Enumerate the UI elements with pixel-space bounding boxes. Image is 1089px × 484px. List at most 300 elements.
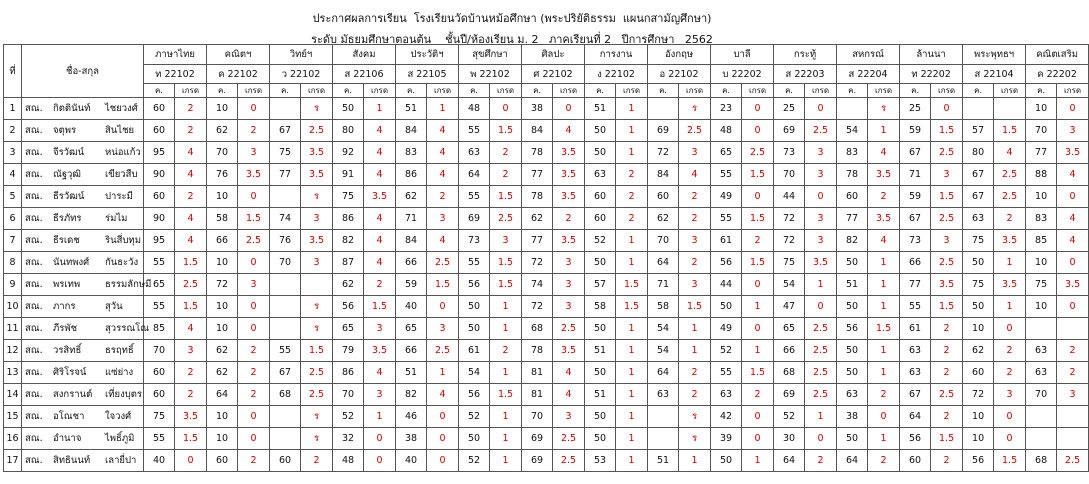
row-number: 7 <box>4 230 22 252</box>
grade-cell: 1 <box>616 340 648 362</box>
name-prefix: สณ. <box>25 257 43 268</box>
grade-cell: 3 <box>553 274 585 296</box>
row-number: 6 <box>4 208 22 230</box>
grade-cell: 2.5 <box>931 252 963 274</box>
student-name <box>22 208 144 230</box>
first-name: กิตตินันท์ <box>53 103 91 114</box>
grade-cell: 0 <box>238 318 270 340</box>
grade-cell: 2.5 <box>679 120 711 142</box>
last-name: แซ่ย่าง <box>105 367 134 378</box>
subject-name-header: พระพุทธฯ <box>963 45 1026 65</box>
score-cell: 83 <box>837 142 868 164</box>
score-cell: 73 <box>900 230 931 252</box>
score-cell: 10 <box>207 318 238 340</box>
row-number: 10 <box>4 296 22 318</box>
grade-cell: 3.5 <box>1057 142 1089 164</box>
grade-cell: 3.5 <box>364 340 396 362</box>
last-name: ธรฤทธิ์ <box>105 345 134 356</box>
score-cell: 55 <box>459 120 490 142</box>
grade-col-header: เกรด <box>1057 84 1089 98</box>
grade-cell: 4 <box>364 120 396 142</box>
score-cell: 55 <box>144 296 175 318</box>
grade-cell: ร <box>679 428 711 450</box>
grade-cell: 1 <box>490 428 522 450</box>
table-row <box>4 142 1089 164</box>
grade-cell: 1 <box>868 362 900 384</box>
grade-cell: 1.5 <box>931 296 963 318</box>
score-cell: 55 <box>711 362 742 384</box>
grade-cell: 0 <box>238 296 270 318</box>
score-cell: 38 <box>522 98 553 120</box>
grade-cell: 2.5 <box>994 186 1026 208</box>
grade-cell: 3 <box>301 208 333 230</box>
student-name <box>22 230 144 252</box>
grade-cell: ร <box>301 428 333 450</box>
subject-code-header: ท 22202 <box>900 65 963 84</box>
student-name <box>22 164 144 186</box>
grade-col-header: เกรด <box>301 84 333 98</box>
student-name <box>22 120 144 142</box>
score-cell: 68 <box>522 318 553 340</box>
grade-cell: 4 <box>553 362 585 384</box>
grade-cell: 3 <box>1057 384 1089 406</box>
grade-cell: 1.5 <box>490 186 522 208</box>
subject-name-header: ศิลปะ <box>522 45 585 65</box>
grade-cell: 1 <box>490 296 522 318</box>
score-cell: 60 <box>585 186 616 208</box>
grade-cell: 2 <box>679 384 711 406</box>
score-cell: 62 <box>207 362 238 384</box>
name-prefix: สณ. <box>25 455 43 466</box>
last-name: กันธะวัง <box>105 257 139 268</box>
score-cell: 50 <box>585 252 616 274</box>
score-col-header: ค. <box>396 84 427 98</box>
student-name <box>22 318 150 340</box>
score-cell <box>837 98 868 120</box>
grade-cell: 2 <box>868 186 900 208</box>
grade-cell: 1.5 <box>742 252 774 274</box>
score-cell: 75 <box>270 142 301 164</box>
score-cell: 62 <box>963 340 994 362</box>
grade-col-header: เกรด <box>553 84 585 98</box>
score-cell: 60 <box>837 186 868 208</box>
grade-cell: ร <box>301 406 333 428</box>
grade-cell: 0 <box>175 450 207 472</box>
grade-cell: 1.5 <box>301 340 333 362</box>
grade-cell: 0 <box>553 98 585 120</box>
score-cell: 77 <box>522 164 553 186</box>
score-cell: 52 <box>585 230 616 252</box>
name-prefix: สณ. <box>25 147 43 158</box>
grade-cell: 4 <box>364 164 396 186</box>
first-name: นันทพงศ์ <box>53 257 90 268</box>
subject-name-header: บาลี <box>711 45 774 65</box>
grade-col-header: เกรด <box>364 84 396 98</box>
score-cell: 84 <box>522 120 553 142</box>
grade-cell: 3.5 <box>301 230 333 252</box>
grade-cell: 0 <box>742 274 774 296</box>
grade-cell: 2.5 <box>301 362 333 384</box>
grade-cell: 1.5 <box>616 274 648 296</box>
score-cell: 76 <box>270 230 301 252</box>
grade-cell: 1.5 <box>175 428 207 450</box>
grade-cell: 4 <box>868 230 900 252</box>
grade-cell: 0 <box>742 98 774 120</box>
grade-cell: 4 <box>1057 230 1089 252</box>
score-cell: 32 <box>333 428 364 450</box>
grade-cell: 4 <box>1057 208 1089 230</box>
score-cell: 59 <box>396 274 427 296</box>
name-prefix: สณ. <box>25 301 43 312</box>
score-cell: 57 <box>963 120 994 142</box>
score-cell <box>1026 406 1057 428</box>
grade-cell: ร <box>868 98 900 120</box>
subject-name-header: ประวัติฯ <box>396 45 459 65</box>
score-cell: 63 <box>1026 362 1057 384</box>
grade-cell: 2 <box>742 384 774 406</box>
score-cell: 10 <box>1026 98 1057 120</box>
student-name <box>22 362 144 384</box>
score-cell: 73 <box>774 142 805 164</box>
grade-cell: 1.5 <box>616 296 648 318</box>
score-cell: 56 <box>459 384 490 406</box>
grade-cell: 1 <box>616 318 648 340</box>
grade-cell: 2.5 <box>931 208 963 230</box>
score-col-header: ค. <box>1026 84 1057 98</box>
grade-col-header: เกรด <box>427 84 459 98</box>
score-cell: 88 <box>1026 164 1057 186</box>
grade-cell: 0 <box>742 186 774 208</box>
grade-cell: 1.5 <box>238 208 270 230</box>
score-cell: 80 <box>333 120 364 142</box>
grade-cell <box>1057 406 1089 428</box>
score-cell: 63 <box>900 340 931 362</box>
grade-cell: 2.5 <box>553 318 585 340</box>
score-col-header: ค. <box>459 84 490 98</box>
score-cell: 90 <box>144 164 175 186</box>
grade-col-header: เกรด <box>931 84 963 98</box>
grade-cell: ร <box>301 98 333 120</box>
score-cell: 95 <box>144 230 175 252</box>
score-cell: 70 <box>207 142 238 164</box>
subject-code-header: ว 22102 <box>270 65 333 84</box>
subject-name-header: กระทู้ <box>774 45 837 65</box>
score-cell: 51 <box>396 98 427 120</box>
score-cell: 23 <box>711 98 742 120</box>
grade-cell: 1.5 <box>175 296 207 318</box>
grade-cell: 2 <box>175 120 207 142</box>
grade-cell: 0 <box>742 406 774 428</box>
score-cell: 48 <box>711 120 742 142</box>
score-cell: 55 <box>270 340 301 362</box>
score-cell: 75 <box>963 274 994 296</box>
score-cell: 38 <box>396 428 427 450</box>
first-name: ธีรวัฒน์ <box>53 191 85 202</box>
score-cell: 60 <box>900 450 931 472</box>
grade-cell: 1 <box>868 340 900 362</box>
score-cell: 74 <box>522 274 553 296</box>
score-cell: 60 <box>144 384 175 406</box>
grade-cell: 2.5 <box>931 384 963 406</box>
score-cell: 68 <box>1026 450 1057 472</box>
name-prefix: สณ. <box>25 345 43 356</box>
score-cell: 67 <box>900 142 931 164</box>
score-cell: 62 <box>207 120 238 142</box>
score-cell: 63 <box>711 384 742 406</box>
grade-cell: 1.5 <box>931 120 963 142</box>
grade-cell: 1 <box>805 274 837 296</box>
grade-cell: 0 <box>805 296 837 318</box>
score-cell: 60 <box>648 186 679 208</box>
first-name: ธีรเดช <box>53 235 80 246</box>
first-name: ณัฐวุฒิ <box>53 169 81 180</box>
grade-cell: 2.5 <box>553 428 585 450</box>
grade-cell: 4 <box>364 142 396 164</box>
score-cell: 70 <box>774 164 805 186</box>
grade-cell: 1 <box>616 428 648 450</box>
subject-name-header: คณิตเสริม <box>1026 45 1089 65</box>
score-cell: 65 <box>333 318 364 340</box>
grade-cell: 4 <box>364 252 396 274</box>
subject-name-header: สังคม <box>333 45 396 65</box>
grade-cell: 1 <box>742 450 774 472</box>
score-col-header: ค. <box>963 84 994 98</box>
grade-cell: 1 <box>616 362 648 384</box>
score-cell: 57 <box>585 274 616 296</box>
score-cell: 66 <box>396 340 427 362</box>
score-cell: 66 <box>774 340 805 362</box>
score-cell: 50 <box>837 252 868 274</box>
grade-cell: 4 <box>427 384 459 406</box>
table-row <box>4 296 1089 318</box>
score-cell: 76 <box>207 164 238 186</box>
score-cell: 77 <box>270 164 301 186</box>
score-cell: 50 <box>585 120 616 142</box>
score-cell: 60 <box>963 362 994 384</box>
score-cell: 59 <box>900 120 931 142</box>
row-number: 3 <box>4 142 22 164</box>
score-cell: 10 <box>207 186 238 208</box>
score-cell: 66 <box>396 252 427 274</box>
last-name: ไชยวงศ์ <box>105 103 138 114</box>
grade-cell: 4 <box>364 208 396 230</box>
grade-cell: 3.5 <box>994 274 1026 296</box>
score-cell: 64 <box>207 384 238 406</box>
grade-cell: 2.5 <box>1057 450 1089 472</box>
grade-col-header: เกรด <box>994 84 1026 98</box>
score-cell: 64 <box>774 450 805 472</box>
grade-cell: 1.5 <box>679 296 711 318</box>
score-cell: 63 <box>459 142 490 164</box>
grade-cell: 3 <box>553 406 585 428</box>
row-number: 16 <box>4 428 22 450</box>
score-cell: 62 <box>333 274 364 296</box>
score-cell: 50 <box>711 296 742 318</box>
score-cell: 44 <box>774 186 805 208</box>
grade-cell: 2.5 <box>805 362 837 384</box>
grade-cell: 1 <box>490 406 522 428</box>
score-cell: 40 <box>396 296 427 318</box>
grade-cell: 1 <box>868 274 900 296</box>
score-cell <box>270 296 301 318</box>
grade-cell: 2.5 <box>805 340 837 362</box>
grade-cell: 4 <box>175 164 207 186</box>
first-name: วรสิทธิ์ <box>53 345 82 356</box>
grade-cell: 1 <box>490 450 522 472</box>
score-cell: 47 <box>774 296 805 318</box>
grade-cell: 0 <box>994 318 1026 340</box>
last-name: ปาระมี <box>105 191 133 202</box>
grade-cell: 3.5 <box>553 186 585 208</box>
row-number: 13 <box>4 362 22 384</box>
grade-cell: 4 <box>868 142 900 164</box>
grade-cell: 1.5 <box>490 252 522 274</box>
score-col-header: ค. <box>900 84 931 98</box>
grade-cell: 1.5 <box>742 164 774 186</box>
score-cell: 69 <box>522 450 553 472</box>
grade-cell: 1 <box>616 384 648 406</box>
score-cell: 67 <box>270 120 301 142</box>
first-name: พรเทพ <box>53 279 81 290</box>
grade-cell: 1.5 <box>427 274 459 296</box>
grade-cell <box>994 98 1026 120</box>
name-prefix: สณ. <box>25 389 43 400</box>
score-cell: 50 <box>459 428 490 450</box>
grade-cell: 0 <box>994 406 1026 428</box>
score-cell: 55 <box>459 186 490 208</box>
grade-cell: 2 <box>931 450 963 472</box>
grade-cell: 2 <box>490 340 522 362</box>
score-cell <box>270 318 301 340</box>
student-name <box>22 450 144 472</box>
grade-cell: 3 <box>364 384 396 406</box>
score-col-header: ค. <box>270 84 301 98</box>
grade-cell: 2 <box>1057 340 1089 362</box>
score-cell: 72 <box>207 274 238 296</box>
last-name: เขียวสืบ <box>105 169 138 180</box>
grade-cell: 4 <box>994 142 1026 164</box>
score-cell: 71 <box>396 208 427 230</box>
score-cell: 68 <box>270 384 301 406</box>
row-number: 2 <box>4 120 22 142</box>
score-cell: 66 <box>900 252 931 274</box>
grade-cell: 3 <box>427 318 459 340</box>
table-row <box>4 406 1089 428</box>
score-cell: 70 <box>1026 120 1057 142</box>
table-row <box>4 428 1089 450</box>
score-cell: 72 <box>963 384 994 406</box>
grade-cell: 2 <box>427 186 459 208</box>
last-name: รินสี่บทุม <box>105 235 141 246</box>
score-cell: 69 <box>522 428 553 450</box>
table-row <box>4 98 1089 120</box>
grade-cell: 3 <box>301 252 333 274</box>
grade-col-header: เกรด <box>490 84 522 98</box>
score-cell: 55 <box>711 208 742 230</box>
grade-col-header: เกรด <box>805 84 837 98</box>
grade-cell: 1 <box>742 340 774 362</box>
score-cell: 10 <box>963 318 994 340</box>
grade-cell: 2 <box>616 208 648 230</box>
row-number: 5 <box>4 186 22 208</box>
grade-cell: 0 <box>994 428 1026 450</box>
grade-cell: 2 <box>175 384 207 406</box>
grade-cell: 0 <box>238 98 270 120</box>
score-cell: 61 <box>900 318 931 340</box>
grade-cell: 2 <box>931 318 963 340</box>
grade-cell: 3.5 <box>868 164 900 186</box>
grade-cell: 1 <box>868 252 900 274</box>
score-cell: 71 <box>900 164 931 186</box>
grade-cell: 4 <box>175 208 207 230</box>
score-cell <box>648 428 679 450</box>
grade-cell: 1 <box>994 252 1026 274</box>
name-prefix: สณ. <box>25 103 43 114</box>
score-cell: 73 <box>459 230 490 252</box>
score-cell: 75 <box>144 406 175 428</box>
score-cell: 51 <box>585 340 616 362</box>
subject-code-header: ส 22203 <box>774 65 837 84</box>
grade-cell: 1.5 <box>490 274 522 296</box>
score-cell: 60 <box>207 450 238 472</box>
score-cell: 77 <box>900 274 931 296</box>
table-row <box>4 274 1089 296</box>
name-prefix: สณ. <box>25 323 43 334</box>
grade-cell: 4 <box>364 362 396 384</box>
grade-cell: 4 <box>553 120 585 142</box>
grade-cell: 1 <box>868 296 900 318</box>
score-cell: 56 <box>711 252 742 274</box>
score-col-header: ค. <box>774 84 805 98</box>
table-row <box>4 450 1089 472</box>
score-cell: 59 <box>900 186 931 208</box>
score-cell: 49 <box>711 186 742 208</box>
score-cell: 78 <box>837 164 868 186</box>
score-cell: 61 <box>711 230 742 252</box>
score-col-header: ค. <box>648 84 679 98</box>
grade-cell: 1.5 <box>490 120 522 142</box>
grade-col-header: เกรด <box>742 84 774 98</box>
col-header-name: ชื่อ-สกุล <box>22 45 144 98</box>
score-cell: 70 <box>333 384 364 406</box>
row-number: 15 <box>4 406 22 428</box>
student-name <box>22 428 144 450</box>
grade-col-header: เกรด <box>238 84 270 98</box>
grade-cell: 0 <box>238 252 270 274</box>
grade-cell: 1 <box>490 362 522 384</box>
score-col-header: ค. <box>333 84 364 98</box>
grade-cell: 0 <box>1057 186 1089 208</box>
score-cell: 81 <box>522 362 553 384</box>
grade-cell: 0 <box>364 428 396 450</box>
grade-cell: 1 <box>616 120 648 142</box>
score-cell: 71 <box>648 274 679 296</box>
grade-cell: 2 <box>994 362 1026 384</box>
score-cell: 75 <box>333 186 364 208</box>
row-number: 12 <box>4 340 22 362</box>
grade-cell: 3 <box>679 230 711 252</box>
student-name <box>22 98 144 120</box>
subject-code-header: ท 22102 <box>144 65 207 84</box>
score-cell: 82 <box>396 384 427 406</box>
score-cell: 85 <box>144 318 175 340</box>
grade-cell: 2 <box>175 186 207 208</box>
score-cell: 51 <box>585 98 616 120</box>
grade-cell: 1.5 <box>490 384 522 406</box>
score-cell: 25 <box>900 98 931 120</box>
grade-cell: 0 <box>1057 252 1089 274</box>
score-cell: 70 <box>1026 384 1057 406</box>
